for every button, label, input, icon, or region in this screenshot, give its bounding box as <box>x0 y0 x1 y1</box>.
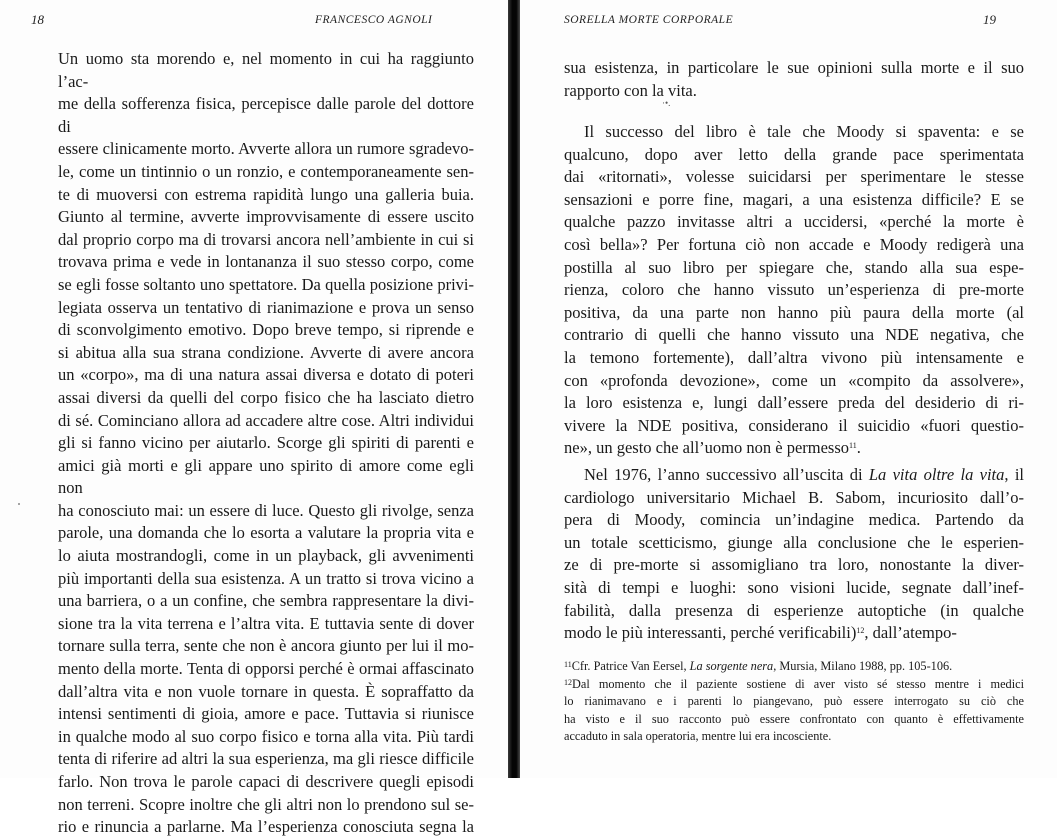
book-title: La vita oltre la vita <box>868 465 1005 484</box>
text-line: vivere la NDE positiva, considerano il suicidio «fuori questio- <box>564 415 1024 435</box>
text-line: rapporto con la vita. <box>564 80 697 100</box>
text-line: lo aiuta mostrandogli, come in un playback, gli avvenimenti <box>58 546 474 566</box>
footnote-line: accaduto in sala operatoria, mentre lui era incosciente. <box>564 729 832 744</box>
text-line: più importanti della sua esistenza. A un tratto si trova vicino a <box>58 568 474 588</box>
book-gutter <box>508 0 520 778</box>
text-line: pera di Moody, comincia un’indagine medica. Partendo da <box>564 510 1024 530</box>
paragraph-lines <box>564 487 1024 623</box>
text-line: si abitua alla sua strana condizione. Avverte di avere ancora <box>58 342 474 362</box>
text-line: qualche pazzo invitasse altri a uccidersi, «perché la morte è <box>564 212 1024 232</box>
text-line: sensazioni e porre fine, magari, a una esistenza difficile? E se <box>564 189 1024 209</box>
footnote-text: Dal momento che il paziente sostiene di aver visto sé stesso mentre i medici <box>572 676 1024 691</box>
text-line: Giunto al termine, avverte improvvisamente di essere uscito <box>58 207 474 227</box>
text-line <box>564 464 1024 487</box>
text-line: in qualche modo al suo corpo fisico e torna alla vita. Più tardi <box>58 726 474 746</box>
text-line: mento della morte. Tenta di opporsi perché è ormai affascinato <box>58 659 474 679</box>
paragraph <box>564 464 1024 645</box>
text-line: qualcuno, dopo aver letto della grande pace sperimentata <box>564 144 1024 164</box>
footnotes <box>564 658 1024 746</box>
footnote-line <box>564 676 1024 694</box>
line-text: . <box>856 438 861 458</box>
text-line: essere clinicamente morto. Avverte allora un rumore sgradevo- <box>58 139 474 159</box>
scan-speck <box>18 503 20 505</box>
text-line: Il successo del libro è tale che Moody si spaventa: e se <box>584 122 1024 141</box>
left-page <box>0 0 508 837</box>
text-line: legiata osserva un tentativo di rianimazione e prova un senso <box>58 297 474 317</box>
text-line: tornare sulla terra, sente che non è ancora giunto per lui il mo- <box>58 636 474 656</box>
text-line: dal proprio corpo ma di trovarsi ancora nell’ambiente in cui si <box>58 229 474 249</box>
text-line: rio e rinuncia a parlarne. Ma l’esperienza conosciuta segna la <box>58 817 474 837</box>
text-line: Un uomo sta morendo e, nel momento in cui ha raggiunto l’ac- <box>58 49 474 91</box>
text-line: la loro esistenza e, lungi dall’essere preda del desiderio di ri- <box>564 393 1024 413</box>
footnote <box>564 676 1024 746</box>
text-line: non terreni. Scopre inoltre che gli altri non lo prendono sul se- <box>58 794 474 814</box>
footnote-number: 12 <box>564 677 572 687</box>
line-text: ne», un gesto che all’uomo non è permesso <box>564 438 850 458</box>
text-line: ha conosciuto mai: un essere di luce. Questo gli rivolge, senza <box>58 500 474 520</box>
continued-paragraph <box>564 57 1024 102</box>
text-line: intensi sentimenti di gioia, amore e pace. Tuttavia si riunisce <box>58 704 474 724</box>
page-number: 18 <box>31 12 44 27</box>
text-line: amici già morti e gli appare uno spirito di amore come egli non <box>58 455 474 498</box>
text-line: ze di pre-morte si assomigliano tra loro, nonostante la diver- <box>564 555 1024 575</box>
footnote <box>564 658 1024 676</box>
body-text <box>58 48 474 839</box>
text-line: parole, una domanda che lo esorta a valutare la propria vita e <box>58 523 474 543</box>
footnote-text: , Mursia, Milano 1988, pp. 105-106. <box>773 659 953 673</box>
text-line: contrario di quelli che hanno vissuto una NDE negativa, che <box>564 325 1024 345</box>
running-head: SORELLA MORTE CORPORALE <box>564 14 734 26</box>
text-line <box>564 622 1024 645</box>
text-line: me della sofferenza fisica, percepisce dalle parole del dottore di <box>58 94 474 136</box>
text-line: le, come un tintinnio o un ronzio, e contemporaneamente sen- <box>58 161 474 181</box>
book-title: La sorgente nera <box>689 659 774 673</box>
footnote-ref: 11 <box>849 441 857 451</box>
text-line: farlo. Non trova le parole capaci di descrivere quegli episodi <box>58 772 474 791</box>
text-line: sità di tempi e luoghi: sono visioni lucide, segnate dall’inef- <box>564 577 1024 597</box>
text-line: se egli fosse soltanto uno spettatore. Da quella posizione privi- <box>58 274 474 294</box>
text-line: positiva, da una parte non hanno più paura della morte (al <box>564 302 1024 322</box>
line-text: Nel 1976, l’anno successivo all’uscita di <box>584 465 869 484</box>
footnote-ref: 12 <box>856 626 865 636</box>
page-number: 19 <box>983 12 996 27</box>
text-line: un «corpo», ma di una natura assai diversa e dotato di poteri <box>58 365 474 385</box>
text-line: fabilità, dalla presenza di esperienze autoptiche (in qualche <box>564 600 1024 620</box>
text-line: la temono fortemente), dall’altra vivono più intensamente e <box>564 347 1024 367</box>
paragraph <box>564 121 1024 460</box>
text-line: sione tra la vita terrena e l’altra vita. E tuttavia sente di dover <box>58 613 474 633</box>
text-line: postilla al suo libro per spiegare che, stando alla sua espe- <box>564 257 1024 277</box>
line-text: , dall’atempo- <box>864 623 957 643</box>
text-line: te di muoversi con estrema rapidità lungo una galleria buia. <box>58 184 474 204</box>
text-line: un totale scetticismo, giunge alla conclusione che le esperien- <box>564 532 1024 552</box>
text-line: dai «ritornati», volesse suicidarsi per sperimentare le stesse <box>564 167 1024 187</box>
text-line: rienza, coloro che hanno vissuto un’esperienza di pre-morte <box>564 280 1024 300</box>
text-line: di sconvolgimento emotivo. Dopo breve tempo, si riprende e <box>58 320 474 340</box>
text-line <box>564 437 1024 460</box>
text-line: così bella»? Per fortuna ciò non accade e Moody redigerà una <box>564 234 1024 254</box>
footnote-number: 11 <box>564 660 572 669</box>
text-line: cardiologo universitario Michael B. Sabom, incuriosito dall’o- <box>564 487 1024 507</box>
right-page <box>520 0 1057 778</box>
line-text: , il <box>1004 465 1024 484</box>
text-line: di sé. Cominciano allora ad accadere altre cose. Altri individui <box>58 410 474 430</box>
text-line: assai diversi da quelli del corpo fisico che ha lasciato dietro <box>58 387 474 407</box>
text-line: una barriera, o a un confine, che sembra rappresentare la divi- <box>58 591 474 611</box>
footnote-line: ha visto e il suo racconto può essere confrontato con quanto è effettivamente <box>564 711 1024 726</box>
footnote-text: Cfr. Patrice Van Eersel, <box>571 659 690 673</box>
footnote-line: lo rianimavano e i parenti lo piangevano, può essere interrogato su ciò che <box>564 694 1024 709</box>
text-line: tenta di riferire ad altri la sua esperienza, ma gli riesce difficile <box>58 749 474 769</box>
text-line: trovava prima e vede in lontananza il suo stesso corpo, come <box>58 252 474 272</box>
text-line: sua esistenza, in particolare le sue opinioni sulla morte e il suo <box>564 58 1024 77</box>
line-text: modo le più interessanti, perché verificabili) <box>564 623 857 643</box>
separator-mark: ·•. <box>662 98 671 108</box>
running-head: FRANCESCO AGNOLI <box>315 14 433 26</box>
text-line: con «profonda devozione», come un «compito da assolvere», <box>564 370 1024 390</box>
text-line: gli si fanno vicino per aiutarlo. Scorge gli spiriti di parenti e <box>58 433 474 453</box>
text-line: dall’altra vita e non vuole tornare in questa. È sopraffatto da <box>58 681 474 701</box>
